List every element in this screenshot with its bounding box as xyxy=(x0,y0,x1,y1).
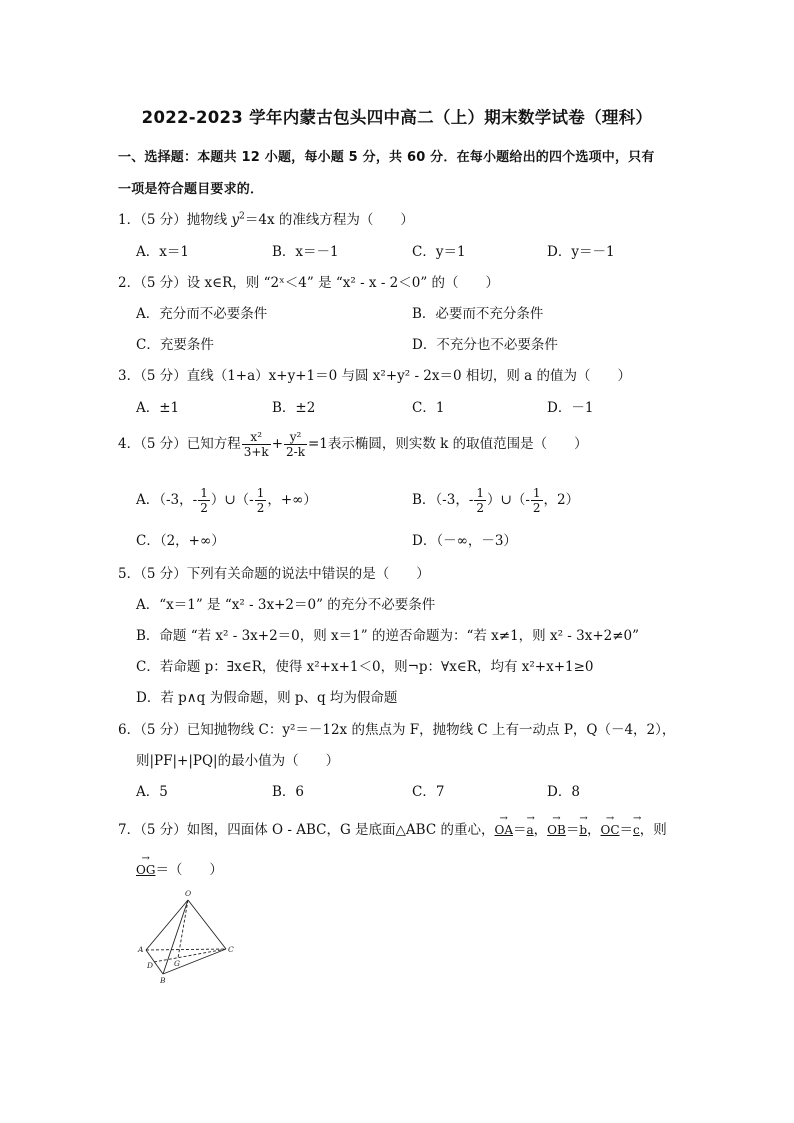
q1-option-c: C．y＝1 xyxy=(412,244,466,260)
q4-fraction-2: $\frac{\text{y²}}{2-k}$ xyxy=(286,430,305,459)
section-instructions-line1: 一、选择题：本题共 12 小题，每小题 5 分，共 60 分．在每小题给出的四个选项中，只有 xyxy=(118,150,655,165)
q3-option-c: C．1 xyxy=(412,400,445,416)
label-b: B xyxy=(160,976,166,985)
section-instructions-line2: 一项是符合题目要求的． xyxy=(118,182,264,197)
vector-oa: → OA xyxy=(494,823,513,837)
question-7-line1: 7．（5 分）如图，四面体 O - ABC，G 是底面△ABC 的重心，→ OA＝→ a，→ OB＝→ b，→ OC＝→ c，则 xyxy=(118,818,667,838)
fraction-one-half: $\frac{1}{2}$ xyxy=(476,486,485,515)
q2-option-a: A．充分而不必要条件 xyxy=(136,306,268,322)
label-a: A xyxy=(138,945,144,954)
q4-rest: =1表示椭圆，则实数 k 的取值范围是（ ） xyxy=(307,436,588,452)
question-7-line2: → OG＝（ ） xyxy=(136,858,223,878)
q3-option-b: B．±2 xyxy=(272,400,316,416)
label-g: G xyxy=(174,959,180,968)
question-6-line1: 6．（5 分）已知抛物线 C：y²＝－12x 的焦点为 F，抛物线 C 上有一动点 P，Q（－4，2）， xyxy=(118,722,676,738)
q5-option-b: B．命题 “若 x² - 3x+2＝0，则 x＝1” 的逆否命题为：“若 x≠1，则 x² - 3x+2≠0” xyxy=(136,628,640,644)
q4-option-b: B．（-3，- $\frac{1}{2}$ ）∪（- $\frac{1}{2}$ ，2） xyxy=(412,486,580,515)
tetrahedron-figure xyxy=(136,886,246,986)
q6-option-d: D．8 xyxy=(547,784,580,800)
vector-oc: → OC xyxy=(601,823,620,837)
q1-prefix: 1．（5 分）抛物线 xyxy=(118,212,232,228)
q2-option-b: B．必要而不充分条件 xyxy=(412,306,544,322)
question-2: 2．（5 分）设 x∈R，则 “2ˣ＜4” 是 “x² - x - 2＜0” 的（ ） xyxy=(118,275,500,291)
q5-option-d: D．若 p∧q 为假命题，则 p、q 均为假命题 xyxy=(136,690,398,706)
q4-fraction-1: $\frac{\text{x²}}{3+k}$ xyxy=(243,430,269,459)
q3-option-a: A．±1 xyxy=(136,400,180,416)
question-5: 5．（5 分）下列有关命题的说法中错误的是（ ） xyxy=(118,566,430,582)
q6-option-c: C．7 xyxy=(412,784,445,800)
question-3: 3．（5 分）直线（1+a）x+y+1＝0 与圆 x²+y² - 2x＝0 相切，则 a 的值为（ ） xyxy=(118,368,632,384)
q1-option-a: A．x＝1 xyxy=(136,244,189,260)
q1-exp: 2 xyxy=(239,211,245,222)
vector-a: → a xyxy=(527,823,534,837)
q2-option-d: D．不充分也不必要条件 xyxy=(412,337,558,353)
label-c: C xyxy=(228,945,234,954)
vector-ob: → OB xyxy=(547,823,566,837)
q4-prefix: 4．（5 分）已知方程 xyxy=(118,436,241,452)
question-1 xyxy=(118,208,414,228)
q1-option-d: D．y＝－1 xyxy=(547,244,615,260)
vector-c: → c xyxy=(633,823,640,837)
q1-rest: ＝4x 的准线方程为（ ） xyxy=(244,212,414,228)
q2-option-c: C．充要条件 xyxy=(136,337,214,353)
fraction-one-half: $\frac{1}{2}$ xyxy=(256,486,265,515)
q4-option-c: C．（2，+∞） xyxy=(136,533,225,549)
q5-option-c: C．若命题 p：∃x∈R，使得 x²+x+1＜0，则¬p：∀x∈R，均有 x²+x+1≥0 xyxy=(136,659,594,675)
q3-option-d: D．－1 xyxy=(547,400,594,416)
q4-option-a: A．（-3，- $\frac{1}{2}$ ）∪（- $\frac{1}{2}$ ，+∞） xyxy=(136,486,317,515)
fraction-one-half: $\frac{1}{2}$ xyxy=(200,486,208,515)
q4-option-d: D．（－∞，－3） xyxy=(412,533,517,549)
fraction-one-half: $\frac{1}{2}$ xyxy=(532,486,541,515)
q6-option-b: B．6 xyxy=(272,784,305,800)
q1-option-b: B．x＝－1 xyxy=(272,244,339,260)
exam-title: 2022-2023 学年内蒙古包头四中高二（上）期末数学试卷（理科） xyxy=(141,108,653,127)
q6-option-a: A．5 xyxy=(136,784,168,800)
label-o: O xyxy=(185,889,192,898)
question-4: 4．（5 分）已知方程 $\frac{\text{x²}}{3+k}$ + $\frac{\text{y²}}{2-k}$ =1表示椭圆，则实数 k 的取值范围是（ ） xyxy=(118,430,588,459)
label-d: D xyxy=(147,961,154,970)
q1-var: y xyxy=(231,212,240,228)
vector-og: → OG xyxy=(136,863,155,877)
q5-option-a: A．“x＝1” 是 “x² - 3x+2＝0” 的充分不必要条件 xyxy=(136,597,436,613)
question-6-line2: 则|PF|+|PQ|的最小值为（ ） xyxy=(136,753,340,769)
vector-b: → b xyxy=(579,823,587,837)
